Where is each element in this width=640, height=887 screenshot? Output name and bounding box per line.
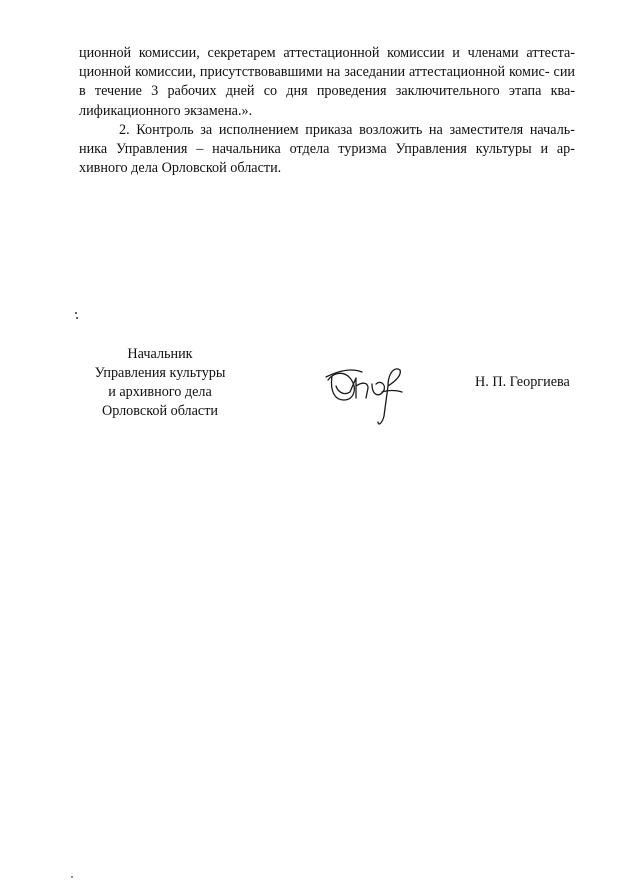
signatory-title-line: и архивного дела <box>108 384 212 400</box>
text-line: хивного дела Орловской области. <box>79 160 282 177</box>
paragraph-item-2 <box>79 121 575 179</box>
signatory-title-line: Управления культуры <box>94 365 226 381</box>
text-line: ника Управления – начальника отдела туризма Управления культуры и ар- <box>79 141 575 158</box>
paragraph-continuation <box>79 44 575 121</box>
handwritten-signature <box>322 356 412 430</box>
text-line: сии в течение 3 рабочих дней со дня проведения заключительного этапа ква- <box>79 64 576 100</box>
signatory-title-line: Начальник <box>127 346 193 362</box>
signatory-name: Н. П. Георгиева <box>475 374 570 390</box>
text-line: ционной комиссии, секретарем аттестационной комиссии и членами аттеста- <box>79 45 575 61</box>
scan-speck <box>76 317 78 319</box>
signatory-title-line: Орловской области <box>101 403 219 419</box>
body-text <box>79 44 575 178</box>
scan-speck <box>75 312 77 314</box>
text-line: ционной комиссии, присутствовавшими на заседании аттестационной комис- <box>79 64 550 81</box>
text-line: лификационного экзамена.». <box>79 102 253 119</box>
text-line: 2. Контроль за исполнением приказа возложить на заместителя началь- <box>119 121 575 138</box>
scan-speck <box>71 876 73 878</box>
signatory-title <box>60 345 260 421</box>
